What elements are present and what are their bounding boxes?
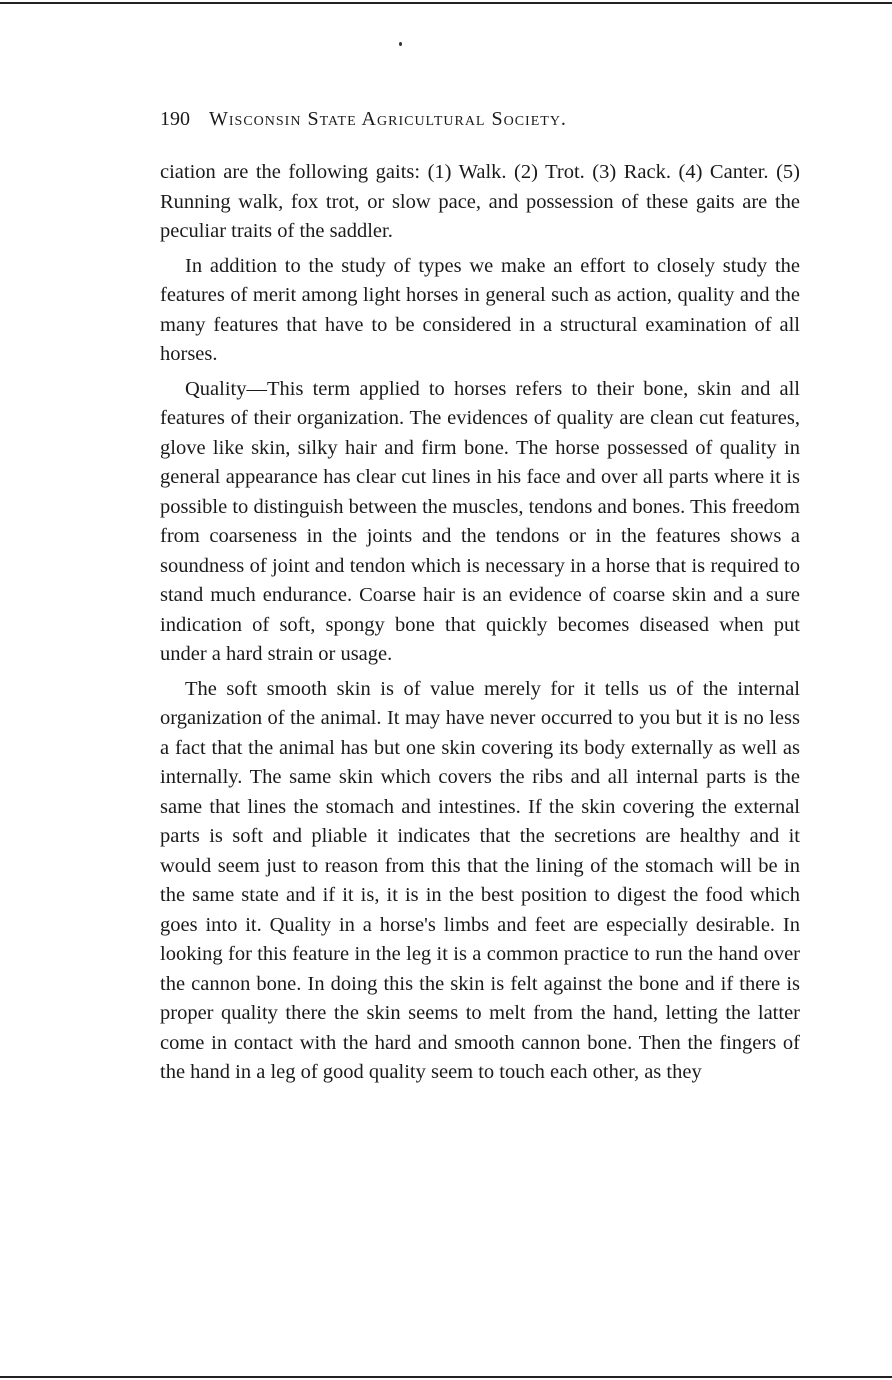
page-header — [160, 104, 800, 134]
paragraph-quality: Quality—This term applied to horses refers to their bone, skin and all features of their organization. The evidences of quality are clean cut features, glove like skin, silky hair and firm bone. The horse possessed of quality in general appearance has clear cut lines in his face and over all parts where it is possible to distinguish between the muscles, tendons and bones. This freedom from coarseness in the joints and the tendons or in the features shows a soundness of joint and tendon which is necessary in a horse that is required to stand much endurance. Coarse hair is an evidence of coarse skin and a sure indication of soft, spongy bone that quickly becomes diseased when put under a hard strain or usage. — [160, 377, 800, 665]
running-head: Wisconsin State Agricultural Society. — [209, 108, 567, 130]
bottom-border-rule — [0, 1376, 892, 1378]
page-number: 190 — [160, 108, 190, 130]
paragraph-study-of-types: In addition to the study of types we make an effort to closely study the features of merit among light horses in general such as action, quality and the many features that have to be considered in a structural examination of all horses. — [160, 254, 800, 365]
paragraph-soft-skin: The soft smooth skin is of value merely for it tells us of the internal organization of the animal. It may have never occurred to you but it is no less a fact that the animal has but one skin covering its body externally as well as internally. The same skin which covers the ribs and all internal parts is the same that lines the stomach and intestines. If the skin covering the external parts is soft and pliable it indicates that the secretions are healthy and it would seem just to reason from this that the lining of the stomach will be in the same state and if it is, it is in the best position to digest the food which goes into it. Quality in a horse's limbs and feet are especially desirable. In looking for this feature in the leg it is a common practice to run the hand over the cannon bone. In doing this the skin is felt against the bone and if there is proper quality there the skin seems to melt from the hand, letting the latter come in contact with the hard and smooth cannon bone. Then the fingers of the hand in a leg of good quality seem to touch each other, as they — [160, 677, 800, 1083]
print-speck — [399, 42, 402, 46]
top-border-rule — [0, 2, 892, 4]
body-text — [160, 158, 800, 1088]
paragraph-continuation: ciation are the following gaits: (1) Walk. (2) Trot. (3) Rack. (4) Canter. (5) Running walk, fox trot, or slow pace, and possession of these gaits are the peculiar traits of the saddler. — [160, 161, 800, 242]
